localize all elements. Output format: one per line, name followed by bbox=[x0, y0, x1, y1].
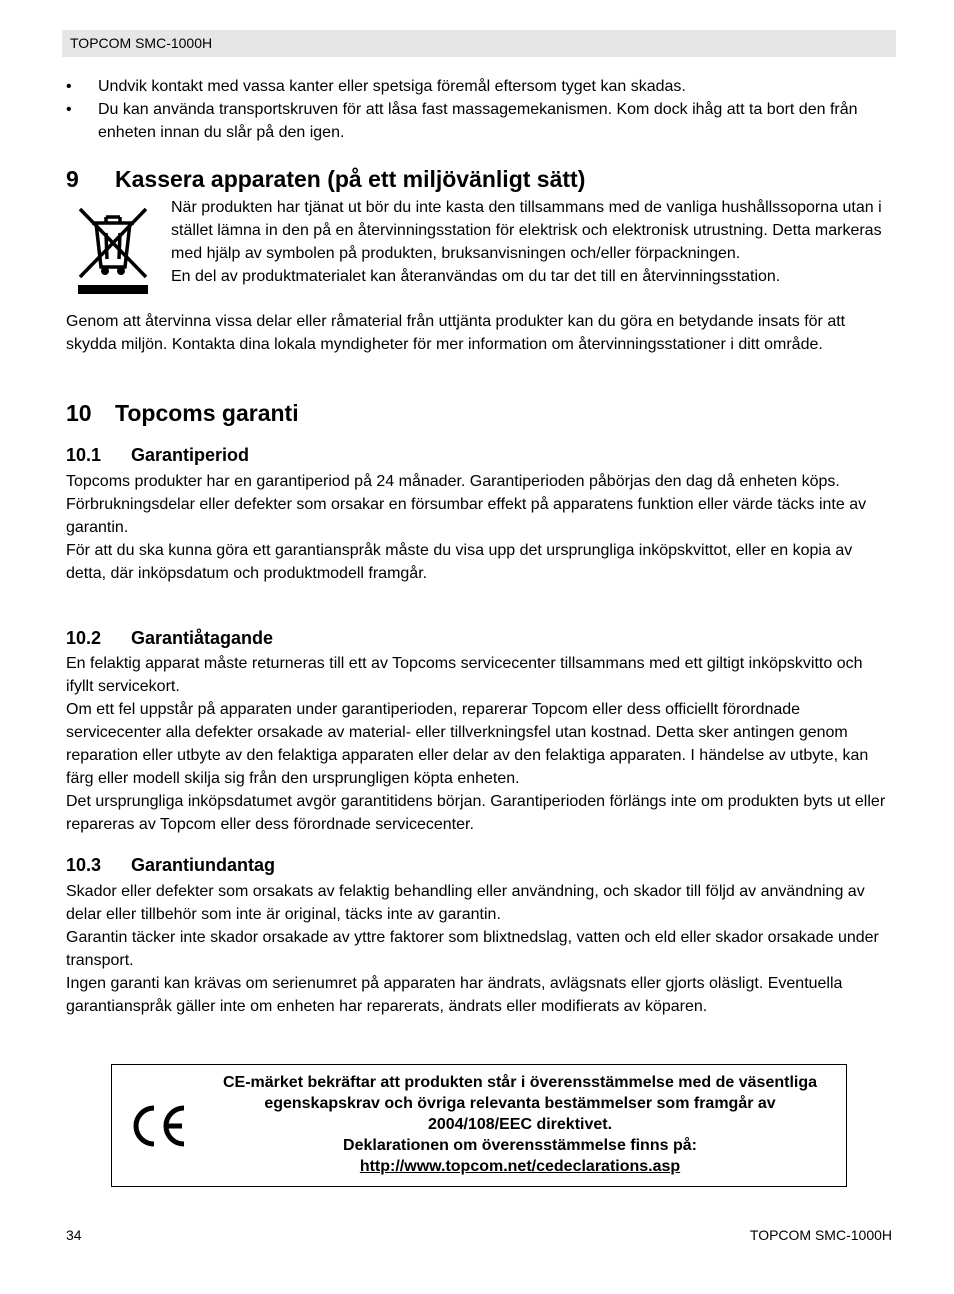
paragraph: En del av produktmaterialet kan återanvändas om du tar det till en återvinningsstation. bbox=[171, 268, 781, 285]
ce-mark-icon bbox=[128, 1103, 188, 1149]
header-title: TOPCOM SMC-1000H bbox=[70, 35, 213, 51]
page-number: 34 bbox=[66, 1227, 82, 1243]
subsection-10-3-heading bbox=[66, 855, 275, 876]
paragraph: Om ett fel uppstår på apparaten under garantiperioden, reparerar Topcom eller dess officiellt förordnade servicecenter alla defekter orsakade av material- eller tillverkningsfel utan kostnad. Detta sker antingen genom reparation eller utbyte av den felaktiga apparaten eller delar av den felaktiga apparaten. I händelse av utbyte, kan färg eller modell skilja sig från den ursprungligen köpta enheten. bbox=[66, 701, 869, 787]
ce-declaration-link[interactable]: http://www.topcom.net/cedeclarations.asp bbox=[359, 1158, 681, 1175]
subsection-10-2-heading bbox=[66, 628, 273, 649]
paragraph: Förbrukningsdelar eller defekter som orsakar en försumbar effekt på apparatens funktion eller värde täcks inte av garantin. bbox=[66, 496, 867, 536]
bullet-item bbox=[66, 98, 896, 144]
subsection-number: 10.3 bbox=[66, 855, 102, 875]
ce-declaration-label: Deklarationen om överensstämmelse finns på: bbox=[343, 1137, 697, 1154]
paragraph: Ingen garanti kan krävas om serienumret på apparaten har ändrats, avlägsnats eller gjorts oläsligt. Eventuella garantianspråk gäller inte om enheten har reparerats, ändrats eller modifierats av köparen. bbox=[66, 975, 843, 1015]
subsection-10-2-body bbox=[66, 652, 894, 836]
bullet-text: Du kan använda transportskruven för att låsa fast massagemekanismen. Kom dock ihåg att ta bort den från enheten innan du slår på den igen. bbox=[98, 101, 858, 141]
ce-text bbox=[220, 1072, 820, 1177]
paragraph: För att du ska kunna göra ett garantianspråk måste du visa upp det ursprungliga inköpskvittot, eller en kopia av detta, där inköpsdatum och produktmodell framgår. bbox=[66, 542, 853, 582]
subsection-title: Garantiundantag bbox=[131, 855, 276, 875]
paragraph: När produkten har tjänat ut bör du inte kasta den tillsammans med de vanliga hushållssoporna utan i stället lämna in den på en återvinningsstation för elektrisk och elektronisk utrustning. Detta markeras med hjälp av symbolen på produkten, bruksanvisningen och/eller förpackningen. bbox=[171, 199, 882, 262]
bullet-text: Undvik kontakt med vassa kanter eller spetsiga föremål eftersom tyget kan skadas. bbox=[98, 78, 686, 95]
bullet-dot: • bbox=[66, 101, 72, 118]
subsection-title: Garantiåtagande bbox=[131, 628, 274, 648]
ce-declaration-box bbox=[111, 1064, 847, 1187]
ce-statement: CE-märket bekräftar att produkten står i överensstämmelse med de väsentliga egenskapskrav och övriga relevanta bestämmelser som framgår av 2004/108/EEC direktivet. bbox=[223, 1074, 817, 1133]
section-title: Kassera apparaten (på ett miljövänligt sätt) bbox=[115, 166, 586, 192]
section-10-heading bbox=[66, 400, 299, 427]
subsection-number: 10.2 bbox=[66, 628, 102, 648]
paragraph: Topcoms produkter har en garantiperiod på 24 månader. Garantiperioden påbörjas den dag då enheten köps. bbox=[66, 473, 840, 490]
subsection-number: 10.1 bbox=[66, 445, 102, 465]
subsection-10-3-body bbox=[66, 880, 894, 1018]
bullet-list bbox=[66, 75, 896, 144]
weee-description bbox=[171, 196, 891, 288]
footer-model: TOPCOM SMC-1000H bbox=[749, 1227, 892, 1243]
paragraph: Genom att återvinna vissa delar eller råmaterial från uttjänta produkter kan du göra en betydande insats för att skydda miljön. Kontakta dina lokala myndigheter för mer information om återvinningsstationer i ditt område. bbox=[66, 313, 846, 353]
paragraph: En felaktig apparat måste returneras till ett av Topcoms servicecenter tillsammans med ett giltigt inköpskvitto och ifyllt servicekort. bbox=[66, 655, 863, 695]
section-9-heading bbox=[66, 166, 585, 193]
paragraph: Garantin täcker inte skador orsakade av yttre faktorer som blixtnedslag, vatten och eld eller skador orsakade under transport. bbox=[66, 929, 879, 969]
subsection-10-1-body bbox=[66, 470, 894, 585]
subsection-title: Garantiperiod bbox=[131, 445, 250, 465]
bullet-item bbox=[66, 75, 896, 98]
weee-crossed-bin-icon bbox=[76, 203, 150, 297]
subsection-10-1-heading bbox=[66, 445, 249, 466]
section-number: 9 bbox=[66, 166, 79, 192]
paragraph: Skador eller defekter som orsakats av felaktig behandling eller användning, och skador till följd av användning av delar eller tillbehör som inte är original, täcks inte av garantin. bbox=[66, 883, 865, 923]
paragraph: Det ursprungliga inköpsdatumet avgör garantitidens början. Garantiperioden förlängs inte om produkten byts ut eller repareras av Topcom eller dess förordnade servicecenter. bbox=[66, 793, 886, 833]
section-number: 10 bbox=[66, 400, 92, 426]
section-9-body bbox=[66, 310, 894, 356]
bullet-dot: • bbox=[66, 78, 72, 95]
section-title: Topcoms garanti bbox=[115, 400, 299, 426]
page-header bbox=[62, 30, 896, 57]
